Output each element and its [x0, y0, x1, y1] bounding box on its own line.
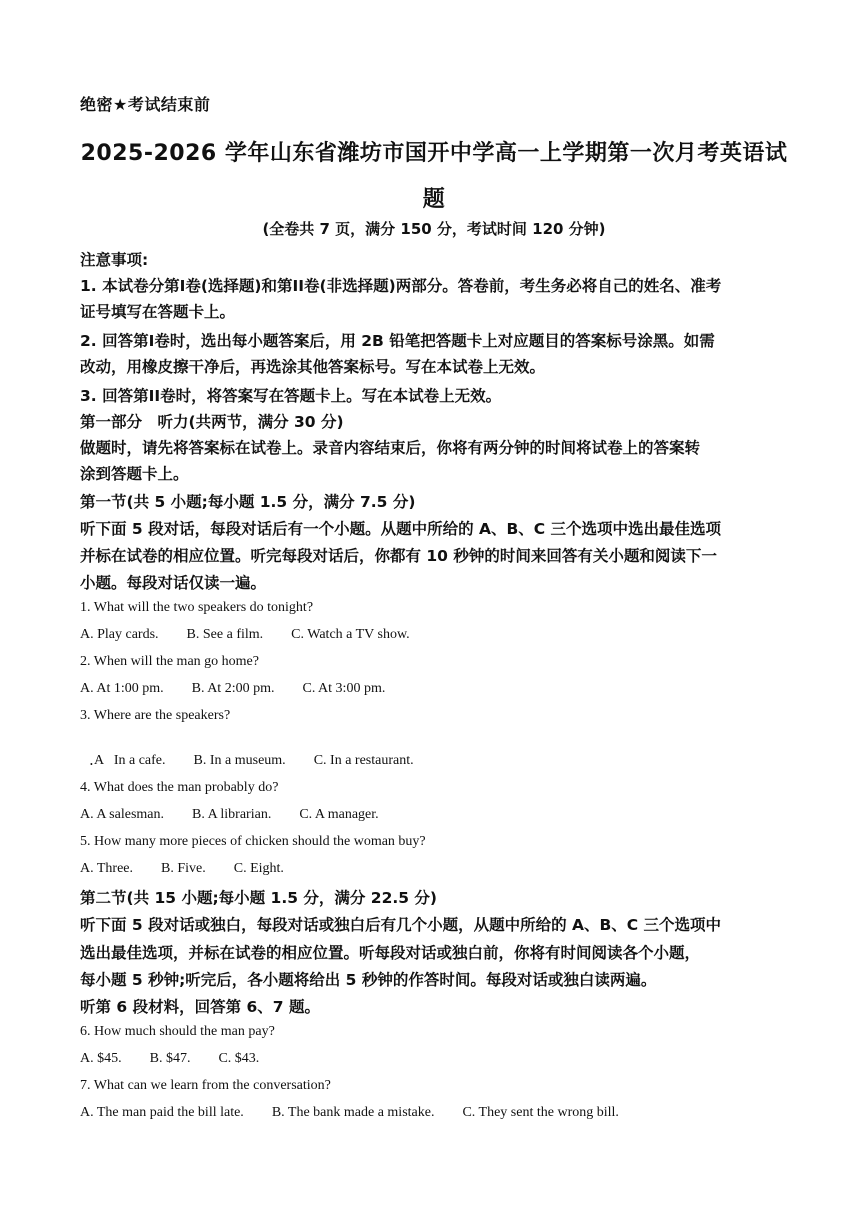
notice-heading: 注意事项: [80, 251, 149, 269]
question-options [80, 737, 442, 785]
option: B. At 2:00 pm. [191, 681, 275, 696]
notice-line: 3. 回答第II卷时，将答案写在答题卡上。写在本试卷上无效。 [80, 387, 502, 405]
question-options [80, 1051, 287, 1067]
option: A. Three. [80, 861, 133, 876]
section1-instruction: 并标在试卷的相应位置。听完每段对话后，你都有 10 秒钟的时间来回答有关小题和阅读下一 [80, 547, 717, 565]
section2-heading: 第二节(共 15 小题;每小题 1.5 分，满分 22.5 分) [80, 889, 438, 907]
option: B. In a museum. [193, 753, 286, 768]
question-options [80, 807, 407, 823]
section2-instruction: 每小题 5 秒钟;听完后，各小题将给出 5 秒钟的作答时间。每段对话或独白读两遍。 [80, 971, 657, 989]
section2-instruction: 选出最佳选项，并标在试卷的相应位置。听每段对话或独白前，你将有时间阅读各个小题， [80, 944, 701, 962]
exam-title-line-1: 2025-2026 学年山东省潍坊市国开中学高一上学期第一次月考英语试 [80, 141, 788, 166]
section1-instruction: 听下面 5 段对话，每段对话后有一个小题。从题中所给的 A、B、C 三个选项中选出最佳选项 [80, 520, 722, 538]
option: C. In a restaurant. [313, 753, 414, 768]
material-heading: 听第 6 段材料，回答第 6、7 题。 [80, 998, 320, 1016]
option: C. At 3:00 pm. [302, 681, 386, 696]
option: C. They sent the wrong bill. [462, 1105, 619, 1120]
question-options [80, 627, 438, 643]
question-stem: 5. How many more pieces of chicken should the woman buy? [80, 834, 426, 849]
confidential-label: 绝密★考试结束前 [80, 95, 211, 114]
part1-instruction: 做题时，请先将答案标在试卷上。录音内容结束后，你将有两分钟的时间将试卷上的答案转 [80, 439, 701, 457]
question-stem: 1. What will the two speakers do tonight? [80, 600, 314, 615]
question-stem: 2. When will the man go home? [80, 654, 259, 669]
option: A. At 1:00 pm. [80, 681, 164, 696]
option: C. $43. [218, 1051, 260, 1066]
option: A. Play cards. [80, 627, 159, 642]
option: B. The bank made a mistake. [271, 1105, 435, 1120]
part1-instruction: 涂到答题卡上。 [80, 465, 189, 483]
stray-mark: • [90, 760, 93, 769]
option: C. Watch a TV show. [291, 627, 410, 642]
option: C. A manager. [299, 807, 379, 822]
question-stem: 7. What can we learn from the conversation? [80, 1078, 331, 1093]
exam-title-line-2: 题 [422, 187, 446, 212]
notice-line: 证号填写在答题卡上。 [80, 303, 236, 321]
option: B. See a film. [186, 627, 264, 642]
section1-instruction: 小题。每段对话仅读一遍。 [80, 574, 267, 592]
option: A. A salesman. [80, 807, 164, 822]
option: A. The man paid the bill late. [80, 1105, 244, 1120]
option: A In a cafe. [94, 753, 166, 768]
notice-line: 1. 本试卷分第I卷(选择题)和第II卷(非选择题)两部分。答卷前，考生务必将自己的姓名、准考 [80, 277, 722, 295]
section1-heading: 第一节(共 5 小题;每小题 1.5 分，满分 7.5 分) [80, 493, 416, 511]
section2-instruction: 听下面 5 段对话或独白，每段对话或独白后有几个小题，从题中所给的 A、B、C 三个选项中 [80, 916, 722, 934]
question-stem: 6. How much should the man pay? [80, 1024, 275, 1039]
exam-subtitle: (全卷共 7 页，满分 150 分，考试时间 120 分钟) [262, 220, 606, 238]
notice-line: 2. 回答第I卷时，选出每小题答案后，用 2B 铅笔把答题卡上对应题目的答案标号涂黑。如需 [80, 332, 715, 350]
option: A. $45. [80, 1051, 122, 1066]
option: C. Eight. [233, 861, 284, 876]
question-options [80, 1105, 647, 1121]
option: B. A librarian. [192, 807, 272, 822]
option: B. $47. [149, 1051, 191, 1066]
question-stem: 3. Where are the speakers? [80, 708, 231, 723]
question-stem: 4. What does the man probably do? [80, 780, 279, 795]
option: B. Five. [161, 861, 206, 876]
part1-heading: 第一部分 听力(共两节，满分 30 分) [80, 413, 344, 431]
question-options [80, 681, 413, 697]
question-options [80, 861, 312, 877]
notice-line: 改动，用橡皮擦干净后，再选涂其他答案标号。写在本试卷上无效。 [80, 358, 546, 376]
